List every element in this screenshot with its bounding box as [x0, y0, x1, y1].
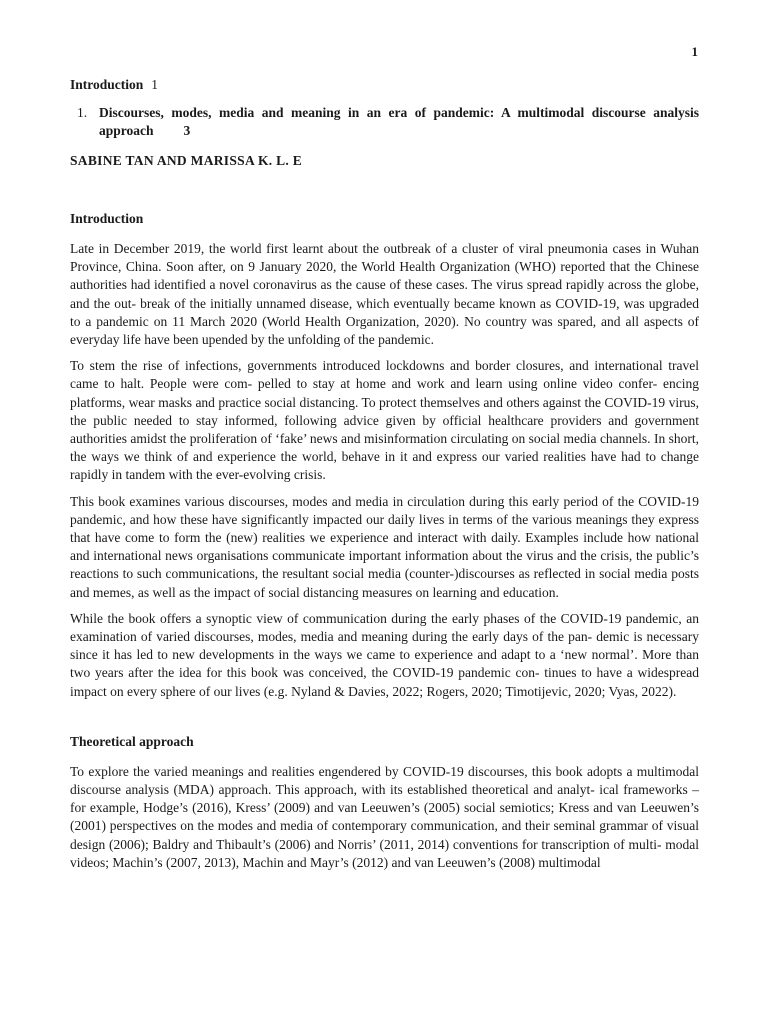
toc-introduction-label: Introduction [70, 77, 144, 92]
toc-introduction-entry [70, 76, 699, 94]
chapter-authors: SABINE TAN AND MARISSA K. L. E [70, 153, 303, 168]
page-number: 1 [691, 44, 698, 59]
toc-chapter-text [99, 104, 699, 140]
section-spacer [70, 709, 699, 733]
toc-chapter-page: 3 [183, 123, 191, 138]
intro-paragraph-2: To stem the rise of infections, governments introduced lockdowns and border closures, and international travel came to halt. People were com- pelled to stay at home and work and learn using online video confer- encing platforms, wear masks and practice social distancing. To protect themselves and others against the COVID-19 virus, the public needed to stay informed, following advice given by official healthcare providers and government authorities amidst the proliferation of ‘fake’ news and misinformation circulating on social media channels. In short, the ways we think of and experience the world, behave in it and express our varied realities have had to change rapidly in tandem with the ever-evolving crisis. [70, 358, 699, 483]
intro-paragraph-4: While the book offers a synoptic view of communication during the early phases of the COVID-19 pandemic, an examination of varied discourses, modes, media and meaning during the early days of the pan- demic is necessary since it has led to new developments in the ways we came to experience and adapt to a ‘new normal’. More than two years after the idea for this book was conceived, the COVID-19 pandemic con- tinues to have a widespread impact on every sphere of our lives (e.g. Nyland & Davies, 2022; Rogers, 2020; Timotijevic, 2020; Vyas, 2022). [70, 610, 699, 699]
toc-introduction-page: 1 [151, 77, 159, 92]
section-heading-introduction: Introduction [70, 211, 144, 226]
intro-paragraph-1: Late in December 2019, the world first learnt about the outbreak of a cluster of viral pneumonia cases in Wuhan Province, China. Soon after, on 9 January 2020, the World Health Organization (WHO) reported that the Chinese authorities had identified a novel coronavirus as the cause of these cases. The virus spread rapidly across the globe, and the out- break of the initially unnamed disease, which eventually became known as COVID-19, was upgraded to a pandemic on 11 March 2020 (World Health Organization, 2020). No country was spared, and all aspects of everyday life have been upended by the unfolding of the pandemic. [70, 241, 699, 348]
toc-chapter-title: Discourses, modes, media and meaning in an era of pandemic: A multimodal discourse analysis approach [99, 105, 699, 138]
page-content [70, 76, 699, 880]
section-heading-theoretical-approach: Theoretical approach [70, 733, 194, 749]
toc-chapter-entry [70, 104, 699, 140]
toc-chapter-number: 1. [77, 105, 88, 120]
theoretical-paragraph-1: To explore the varied meanings and realities engendered by COVID-19 discourses, this book adopts a multimodal discourse analysis (MDA) approach. This approach, with its established theoretical and analyt- ical frameworks – for example, Hodge’s (2016), Kress’ (2009) and van Leeuwen’s (2005) social semiotics; Kress and van Leeuwen’s (2001) perspectives on the modes and media of contemporary communication, and their seminal grammar of visual design (2006); Baldry and Thibault’s (2006) and Norris’ (2011, 2014) conventions for transcription of multi- modal videos; Machin’s (2007, 2013), Machin and Mayr’s (2012) and van Leeuwen’s (2008) multimodal [70, 763, 699, 870]
intro-paragraph-3: This book examines various discourses, modes and media in circulation during this early period of the COVID-19 pandemic, and how these have significantly impacted our daily lives in terms of the various meanings they express that have come to form the (new) realities we experience and interact with daily. Examples include how national and international news organisations communicate important information about the virus and the crisis, the public’s reactions to such communications, the resultant social media (counter-)discourses as reflected in social media posts and memes, as well as the impact of social distancing measures on learning and education. [70, 493, 699, 600]
